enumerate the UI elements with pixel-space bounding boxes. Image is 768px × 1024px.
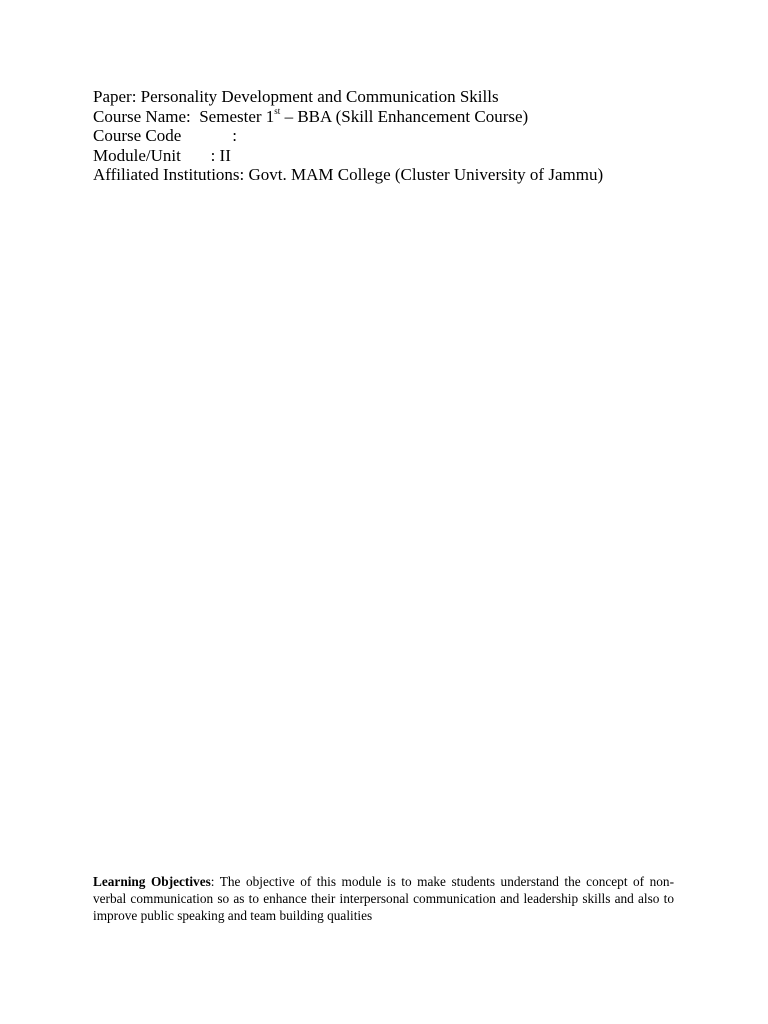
learning-objectives-label: Learning Objectives	[93, 874, 211, 889]
paper-title: Paper: Personality Development and Communication Skills	[93, 87, 499, 106]
course-code: Course Code :	[93, 126, 238, 146]
module-unit: Module/Unit : II	[93, 145, 231, 165]
course-name-prefix: Course Name: Semester 1	[93, 106, 275, 126]
affiliated-institutions: Affiliated Institutions: Govt. MAM College (Cluster University of Jammu)	[93, 165, 604, 185]
course-name	[93, 107, 693, 127]
learning-objectives-paragraph	[93, 873, 674, 925]
learning-objectives-text: : The objective of this module is to make students understand the concept of non-verbal communication so as to enhance their interpersonal communication and leadership skills and also to improve public speaking and team building qualities	[93, 874, 674, 924]
course-name-suffix: – BBA (Skill Enhancement Course)	[280, 106, 529, 126]
course-header	[93, 87, 693, 185]
course-name-superscript: st	[274, 105, 281, 116]
